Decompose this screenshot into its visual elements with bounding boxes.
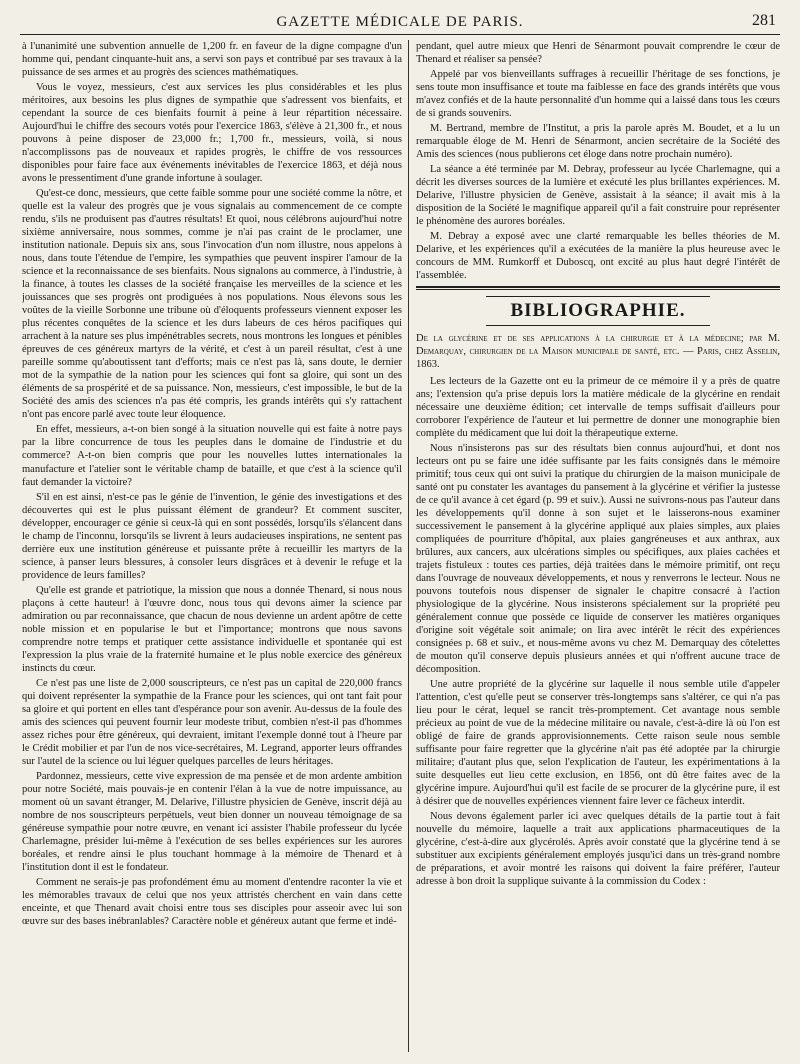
paragraph: pendant, quel autre mieux que Henri de Sénarmont pouvait comprendre le cœur de Thenard et réaliser sa pensée? <box>416 41 780 66</box>
paragraph: M. Bertrand, membre de l'Institut, a pris la parole après M. Boudet, et a lu un remarquable éloge de M. Henri de Sénarmont, ancien secrétaire de la Société des Amis des sciences (nous publierons cet éloge dans notre prochain numéro). <box>416 123 780 161</box>
paragraph: La séance a été terminée par M. Debray, professeur au lycée Charlemagne, qui a décrit les diverses sources de la lumière et exécuté les plus brillantes expériences. M. Delarive, l'illustre physicien de Genève, assistait à la séance; il avait mis à la disposition de la Société le magnifique appareil qu'il a fait construire pour représenter le phénomène des aurores boréales. <box>416 164 780 228</box>
left-column <box>22 40 402 1054</box>
section-separator <box>416 286 780 290</box>
bibliography-heading <box>416 296 780 326</box>
paragraph: Les lecteurs de la Gazette ont eu la primeur de ce mémoire il y a près de quatre ans; l'extension qu'a prise depuis lors la matière médicale de la glycérine en rendait nécessaire une deuxième édition; cet intervalle de temps suffisait d'ailleurs pour corroborer l'expérience de l'auteur et lui permettre de donner une monographie bien complète du médicament que lui doit la thérapeutique externe. <box>416 375 780 439</box>
paragraph: Qu'elle est grande et patriotique, la mission que nous a donnée Thenard, si nous nous plaçons à cette hauteur! à l'œuvre donc, nous tous qui devons aimer la science par admiration ou par reconnaissance, que chacun de nous devienne un ardent apôtre de cette noble mission et en popularise le but et l'importance; montrons que nous savons comprendre notre temps et pratiquer cette assistance individuelle et spontanée qui est l'expression la plus vraie de la fraternité humaine et le plus noble exercice des généreux instincts du cœur. <box>22 584 402 674</box>
journal-title: GAZETTE MÉDICALE DE PARIS. <box>276 14 524 30</box>
paragraph: Nous n'insisterons pas sur des résultats bien connus aujourd'hui, et dont nos lecteurs ont pu se faire une idée suffisante par les faits consignés dans le mémoire primitif; tous ceux qui ont suivi la pratique du chirurgien de la maison municipale de santé ont pu constater les avantages du pansement à la glycérine et vérifier la justesse de ce qu'il avance à cet égard (p. 99 et suiv.). Aussi ne suivrons-nous pas l'auteur dans les développements qu'il donne à son sujet et le laisserons-nous examiner successivement le pansement à la glycérine appliqué aux plaies simples, aux plaies compliquées de pourriture d'hôpital, aux plaies gangréneuses et aux anthrax, aux brûlures, aux cancers, aux ulcérations simples ou spécifiques, aux plaies cachées et trajets fistuleux : toutes ces parties, déjà traitées dans le mémoire primitif, ont reçu dans l'ouvrage de nouveaux développements, et nous y renverrons le lecteur. Nous ne pouvons toutefois nous dispenser de signaler le chapitre consacré à l'action physiologique de la glycérine. Nous insisterons spécialement sur la propriété peu généralement connue que possède ce liquide de conserver les matières organiques d'origine soit végétale soit animale; on lira avec intérêt le récit des expériences consignées p. 68 et suiv., et nous-même avons vu chez M. Demarquay des côtelettes de mouton qu'il conserve depuis plusieurs années et qui n'offrent aucune trace de décomposition. <box>416 442 780 676</box>
paragraph: S'il en est ainsi, n'est-ce pas le génie de l'invention, le génie des investigations et des découvertes qui est le plus puissant élément de grandeur? Et comment susciter, développer, encourager ce génie si ceux-là qui en sont possédés, lorsqu'ils s'élancent dans le champ de l'inconnu, lorsqu'ils se livrent à leurs audacieuses inspirations, ne sentent pas derrière eux une institution généreuse et puissante prête à recueillir les martyrs de la science, à panser leurs blessures, à consoler leurs disgrâces et à devenir le refuge et la providence de leurs familles? <box>22 491 402 581</box>
paragraph: Appelé par vos bienveillants suffrages à recueillir l'héritage de ses fonctions, je sens toute mon insuffisance et toute ma faiblesse en face des grands intérêts que vous m'avez confiés et de la haute personnalité d'un homme qui a laissé dans tous les cœurs de si grands souvenirs. <box>416 69 780 120</box>
paragraph: Qu'est-ce donc, messieurs, que cette faible somme pour une société comme la nôtre, et quelle est la valeur des progrès que je vous signalais au commencement de ce compte rendu, s'ils ne produisent pas d'autres résultats! Et quoi, nous célébrons aujourd'hui notre sixième anniversaire, nous sommes, comme je n'ai pas craint de le proclamer, une institution nationale. Depuis six ans, sous l'invocation d'un nom illustre, nous appelons à nous, dans toute l'étendue de l'empire, les sympathies que peuvent inspirer l'amour de la science et la reconnaissance de ses bienfaits. Nous signalons au commerce, à l'industrie, à la finance, à toutes les classes de la société française les merveilles de la science et les jouissances que ses progrès ont prodiguées à nos populations. Nous élevons sous les voûtes de la vieille Sorbonne une tribune où d'éloquents professeurs viennent exposer les plus récentes conquêtes de la science et les durs labeurs de ces héros pacifiques qui arrachent à la nature ses plus impénétrables secrets, nous montrons les longues et pénibles épreuves de ces généreux martyrs de la vérité, et c'est à un pareil résultat, c'est à une pareille somme qu'aboutissent tant d'efforts; mais ce n'est pas là, sans doute, le dernier mot de la sympathie de la nation pour les sciences qui font sa gloire, qui sont un des éléments de sa prospérité et de sa puissance. Non, messieurs, c'est impossible, le but de la Société des amis des sciences n'a pas été compris, les grands intérêts qui s'y rattachent n'ont pas encore parlé avec toute leur éloquence. <box>22 188 402 421</box>
column-rule <box>408 40 409 1052</box>
paragraph: En effet, messieurs, a-t-on bien songé à la situation nouvelle qui est faite à notre pays par la libre concurrence de tous les peuples dans le domaine de l'industrie et du commerce? A-t-on bien compris que pour les nouvelles luttes internationales la manufacture et l'atelier sont le véritable champ de bataille, et que c'est à la science qu'il faut demander la victoire? <box>22 424 402 488</box>
bibliography-entry-title: De la glycérine et de ses applications à la chirurgie et à la médecine; par M. Demarquay, chirurgien de la Maison municipale de santé, etc. — Paris, chez Asselin, 1863. <box>416 332 780 370</box>
page-header <box>20 10 780 35</box>
right-column <box>416 40 780 1054</box>
paragraph: Nous devons également parler ici avec quelques détails de la partie tout à fait nouvelle du mémoire, laquelle a trait aux applications pharmaceutiques de la glycérine, c'est-à-dire aux glycérolés. Après avoir constaté que la glycérine tend à se substituer aux excipients généralement employés jusqu'ici dans un très-grand nombre de préparations, et avoir montré les raisons qui doivent la faire préférer, l'auteur adresse à bon droit la supplique suivante à la commission du Codex : <box>416 811 780 888</box>
paragraph: Vous le voyez, messieurs, c'est aux services les plus considérables et les plus méritoires, aux besoins les plus dignes de sympathie que s'adressent vos bienfaits, et cependant la source de ces bienfaits fournit à peine à leur répartition nécessaire. Aujourd'hui le chiffre des secours votés pour l'exercice 1863, s'élève à 21,300 fr., et nous pouvons à peine disposer de 23,000 fr.; 1,700 fr., messieurs, voilà, si nous n'accomplissons pas de nouveaux et rapides progrès, le chiffre de vos ressources disponibles pour faire face aux événements inévitables de l'exercice 1863, et déjà nous avons le pressentiment d'une grande infortune à soulager. <box>22 82 402 185</box>
bibliography-heading-text: BIBLIOGRAPHIE. <box>486 296 710 326</box>
paragraph: M. Debray a exposé avec une clarté remarquable les belles théories de M. Delarive, et les expériences qu'il a exécutées de la manière la plus heureuse avec le concours de MM. Rumkorff et Duboscq, ont excité au plus haut degré l'intérêt de l'assemblée. <box>416 231 780 282</box>
paragraph: Ce n'est pas une liste de 2,000 souscripteurs, ce n'est pas un capital de 220,000 francs qui doivent représenter la sympathie de la France pour les sciences, qui ont tant fait pour sa gloire et qui portent en elles tant d'espérance pour son avenir. Au-dessus de la foule des amis des sciences qui peuvent fournir leur modeste tribut, combien n'est-il pas d'hommes assez riches pour être généreux, qui devraient, imitant l'exemple donné tout à l'heure par le Crédit mobilier et par l'un de nos vice-secrétaires, M. Legrand, apporter leurs offrandes sur l'autel de la science ou lui léguer quelques parcelles de leurs héritages. <box>22 677 402 767</box>
paragraph: Pardonnez, messieurs, cette vive expression de ma pensée et de mon ardente ambition pour notre Société, mais pouvais-je en contenir l'élan à la vue de notre impuissance, au moment où un savant étranger, M. Delarive, l'illustre physicien de Genève, inscrit déjà au nombre de nos souscripteurs perpétuels, veut bien donner un nouveau témoignage de sa généreuse sympathie pour notre œuvre, en venant ici assister l'habile professeur du lycée Charlemagne, présider lui-même à l'exécution de ses belles expériences sur les aurores boréales, et rendre ainsi le plus touchant hommage à la mémoire de Thenard et à l'institution dont il est le fondateur. <box>22 770 402 873</box>
paragraph: Une autre propriété de la glycérine sur laquelle il nous semble utile d'appeler l'attention, c'est qu'elle peut se conserver très-longtemps sans s'altérer, ce qui n'a pas lieu pour le cérat, lequel se rancit très-promptement. Cet avantage nous semble précieux au point de vue de la médecine militaire ou navale, c'est-à-dire là où l'on est obligé de faire de grands approvisionnements. Cette raison seule nous semble suffisante pour faire regretter que la glycérine n'ait pas été adoptée par la chirurgie militaire; d'autant plus que, selon l'explication de l'auteur, les expérimentations à la suite desquelles eut lieu cette exclusion, en 1856, ont dû être faites avec de la glycérine impure. Aujourd'hui qu'il est facile de se procurer de la glycérine pure, il est à désirer que de nouvelles expériences viennent faire lever ce fâcheux interdit. <box>416 679 780 808</box>
paragraph: Comment ne serais-je pas profondément ému au moment d'entendre raconter la vie et les mémorables travaux de celui que nos yeux attristés cherchent en vain dans cette enceinte, et que Thenard avait choisi entre tous ses disciples pour asseoir avec lui son œuvre sur des bases inébranlables? Caractère noble et généreux autant que ferme et indé- <box>22 876 402 928</box>
page-number: 281 <box>752 12 776 29</box>
paragraph: à l'unanimité une subvention annuelle de 1,200 fr. en faveur de la digne compagne d'un homme qui, pendant cinquante-huit ans, a servi son pays et contribué par ses travaux à la puissance de ses armes et au progrès des sciences mathématiques. <box>22 41 402 79</box>
